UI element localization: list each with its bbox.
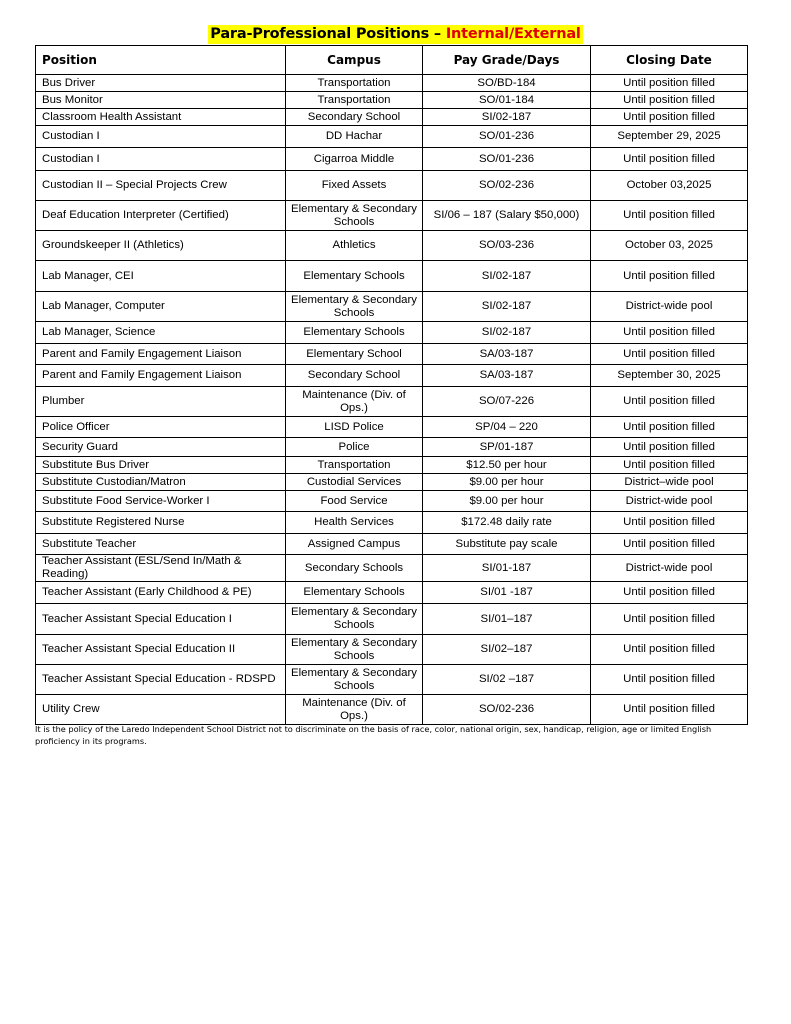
cell-campus: Elementary & Secondary Schools xyxy=(286,635,423,665)
cell-closing-date: Until position filled xyxy=(591,582,748,604)
cell-closing-date: District-wide pool xyxy=(591,292,748,322)
cell-pay-grade: SA/03-187 xyxy=(423,344,591,365)
cell-position: Parent and Family Engagement Liaison xyxy=(36,344,286,365)
cell-pay-grade: SO/02-236 xyxy=(423,695,591,725)
cell-position: Custodian II – Special Projects Crew xyxy=(36,171,286,201)
cell-pay-grade: $172.48 daily rate xyxy=(423,512,591,534)
cell-closing-date: October 03, 2025 xyxy=(591,231,748,261)
table-row xyxy=(36,387,748,417)
cell-campus: Transportation xyxy=(286,92,423,109)
cell-closing-date: Until position filled xyxy=(591,512,748,534)
cell-campus: Secondary School xyxy=(286,365,423,387)
cell-position: Substitute Custodian/Matron xyxy=(36,474,286,491)
cell-closing-date: Until position filled xyxy=(591,534,748,555)
cell-pay-grade: SI/02-187 xyxy=(423,261,591,292)
cell-campus: Fixed Assets xyxy=(286,171,423,201)
cell-position: Bus Driver xyxy=(36,75,286,92)
cell-campus: LISD Police xyxy=(286,417,423,438)
cell-pay-grade: SI/02–187 xyxy=(423,635,591,665)
cell-campus: Elementary & Secondary Schools xyxy=(286,292,423,322)
cell-pay-grade: SO/07-226 xyxy=(423,387,591,417)
cell-pay-grade: SP/01-187 xyxy=(423,438,591,457)
table-row xyxy=(36,512,748,534)
cell-position: Substitute Registered Nurse xyxy=(36,512,286,534)
cell-campus: Elementary School xyxy=(286,344,423,365)
non-discrimination-notice: It is the policy of the Laredo Independent School District not to discriminate on the basis of race, color, national origin, sex, handicap, religion, age or limited English proficiency in its programs. xyxy=(35,724,712,746)
cell-position: Groundskeeper II (Athletics) xyxy=(36,231,286,261)
table-row xyxy=(36,365,748,387)
cell-position: Parent and Family Engagement Liaison xyxy=(36,365,286,387)
cell-pay-grade: Substitute pay scale xyxy=(423,534,591,555)
cell-campus: Police xyxy=(286,438,423,457)
cell-campus: Elementary Schools xyxy=(286,322,423,344)
cell-campus: Secondary Schools xyxy=(286,555,423,582)
cell-closing-date: September 30, 2025 xyxy=(591,365,748,387)
cell-closing-date: Until position filled xyxy=(591,322,748,344)
title-main: Para-Professional Positions – xyxy=(210,26,446,42)
cell-pay-grade: SO/01-184 xyxy=(423,92,591,109)
cell-closing-date: District-wide pool xyxy=(591,491,748,512)
cell-campus: Transportation xyxy=(286,75,423,92)
cell-pay-grade: SI/01-187 xyxy=(423,555,591,582)
cell-closing-date: Until position filled xyxy=(591,75,748,92)
cell-position: Custodian I xyxy=(36,148,286,171)
cell-pay-grade: SI/02-187 xyxy=(423,292,591,322)
positions-table xyxy=(35,45,748,725)
cell-pay-grade: SO/01-236 xyxy=(423,148,591,171)
cell-closing-date: Until position filled xyxy=(591,92,748,109)
cell-campus: DD Hachar xyxy=(286,126,423,148)
table-row xyxy=(36,582,748,604)
cell-closing-date: Until position filled xyxy=(591,109,748,126)
cell-pay-grade: SO/BD-184 xyxy=(423,75,591,92)
cell-position: Utility Crew xyxy=(36,695,286,725)
table-row xyxy=(36,75,748,92)
cell-closing-date: Until position filled xyxy=(591,604,748,635)
header-row xyxy=(36,46,748,75)
cell-closing-date: Until position filled xyxy=(591,387,748,417)
cell-campus: Elementary & Secondary Schools xyxy=(286,665,423,695)
table-body xyxy=(36,75,748,725)
cell-position: Substitute Food Service-Worker I xyxy=(36,491,286,512)
cell-campus: Elementary & Secondary Schools xyxy=(286,201,423,231)
table-row xyxy=(36,665,748,695)
cell-position: Teacher Assistant Special Education I xyxy=(36,604,286,635)
cell-closing-date: Until position filled xyxy=(591,457,748,474)
cell-campus: Health Services xyxy=(286,512,423,534)
table-row xyxy=(36,171,748,201)
cell-campus: Food Service xyxy=(286,491,423,512)
title-highlight-box xyxy=(208,25,582,44)
table-row xyxy=(36,534,748,555)
cell-campus: Maintenance (Div. of Ops.) xyxy=(286,695,423,725)
table-row xyxy=(36,457,748,474)
cell-position: Classroom Health Assistant xyxy=(36,109,286,126)
cell-closing-date: October 03,2025 xyxy=(591,171,748,201)
cell-position: Lab Manager, Science xyxy=(36,322,286,344)
cell-position: Plumber xyxy=(36,387,286,417)
cell-position: Deaf Education Interpreter (Certified) xyxy=(36,201,286,231)
cell-campus: Athletics xyxy=(286,231,423,261)
header-pay-grade: Pay Grade/Days xyxy=(423,46,591,75)
table-row xyxy=(36,201,748,231)
cell-campus: Secondary School xyxy=(286,109,423,126)
cell-closing-date: Until position filled xyxy=(591,261,748,292)
table-row xyxy=(36,635,748,665)
cell-campus: Maintenance (Div. of Ops.) xyxy=(286,387,423,417)
cell-closing-date: Until position filled xyxy=(591,201,748,231)
cell-pay-grade: $9.00 per hour xyxy=(423,491,591,512)
cell-campus: Elementary Schools xyxy=(286,582,423,604)
cell-position: Police Officer xyxy=(36,417,286,438)
table-row xyxy=(36,148,748,171)
cell-pay-grade: SI/02-187 xyxy=(423,109,591,126)
cell-campus: Assigned Campus xyxy=(286,534,423,555)
cell-pay-grade: $9.00 per hour xyxy=(423,474,591,491)
table-row xyxy=(36,109,748,126)
table-row xyxy=(36,695,748,725)
document-title xyxy=(0,25,791,44)
cell-position: Teacher Assistant (Early Childhood & PE) xyxy=(36,582,286,604)
cell-pay-grade: SI/02-187 xyxy=(423,322,591,344)
table-row xyxy=(36,126,748,148)
cell-pay-grade: $12.50 per hour xyxy=(423,457,591,474)
cell-campus: Elementary & Secondary Schools xyxy=(286,604,423,635)
cell-position: Custodian I xyxy=(36,126,286,148)
cell-position: Teacher Assistant (ESL/Send In/Math & Reading) xyxy=(36,555,286,582)
cell-position: Substitute Bus Driver xyxy=(36,457,286,474)
cell-campus: Transportation xyxy=(286,457,423,474)
cell-pay-grade: SO/03-236 xyxy=(423,231,591,261)
table-row xyxy=(36,92,748,109)
cell-pay-grade: SI/06 – 187 (Salary $50,000) xyxy=(423,201,591,231)
cell-position: Lab Manager, CEI xyxy=(36,261,286,292)
table-row xyxy=(36,491,748,512)
cell-campus: Custodial Services xyxy=(286,474,423,491)
header-closing-date: Closing Date xyxy=(591,46,748,75)
cell-pay-grade: SP/04 – 220 xyxy=(423,417,591,438)
table-row xyxy=(36,438,748,457)
cell-closing-date: Until position filled xyxy=(591,344,748,365)
cell-position: Bus Monitor xyxy=(36,92,286,109)
table-row xyxy=(36,417,748,438)
cell-position: Substitute Teacher xyxy=(36,534,286,555)
cell-closing-date: Until position filled xyxy=(591,665,748,695)
cell-closing-date: District-wide pool xyxy=(591,555,748,582)
cell-pay-grade: SO/01-236 xyxy=(423,126,591,148)
cell-pay-grade: SI/01 -187 xyxy=(423,582,591,604)
cell-closing-date: September 29, 2025 xyxy=(591,126,748,148)
cell-closing-date: Until position filled xyxy=(591,695,748,725)
cell-position: Teacher Assistant Special Education II xyxy=(36,635,286,665)
table-row xyxy=(36,322,748,344)
cell-campus: Elementary Schools xyxy=(286,261,423,292)
cell-closing-date: Until position filled xyxy=(591,148,748,171)
table-row xyxy=(36,555,748,582)
cell-position: Security Guard xyxy=(36,438,286,457)
cell-pay-grade: SA/03-187 xyxy=(423,365,591,387)
table-row xyxy=(36,231,748,261)
table-row xyxy=(36,474,748,491)
cell-campus: Cigarroa Middle xyxy=(286,148,423,171)
cell-position: Teacher Assistant Special Education - RDSPD xyxy=(36,665,286,695)
table-row xyxy=(36,344,748,365)
title-accent: Internal/External xyxy=(445,26,581,42)
cell-position: Lab Manager, Computer xyxy=(36,292,286,322)
header-position: Position xyxy=(36,46,286,75)
table-row xyxy=(36,292,748,322)
cell-pay-grade: SI/02 –187 xyxy=(423,665,591,695)
cell-closing-date: Until position filled xyxy=(591,438,748,457)
cell-closing-date: District–wide pool xyxy=(591,474,748,491)
cell-closing-date: Until position filled xyxy=(591,417,748,438)
cell-pay-grade: SO/02-236 xyxy=(423,171,591,201)
header-campus: Campus xyxy=(286,46,423,75)
cell-closing-date: Until position filled xyxy=(591,635,748,665)
table-row xyxy=(36,261,748,292)
cell-pay-grade: SI/01–187 xyxy=(423,604,591,635)
table-row xyxy=(36,604,748,635)
